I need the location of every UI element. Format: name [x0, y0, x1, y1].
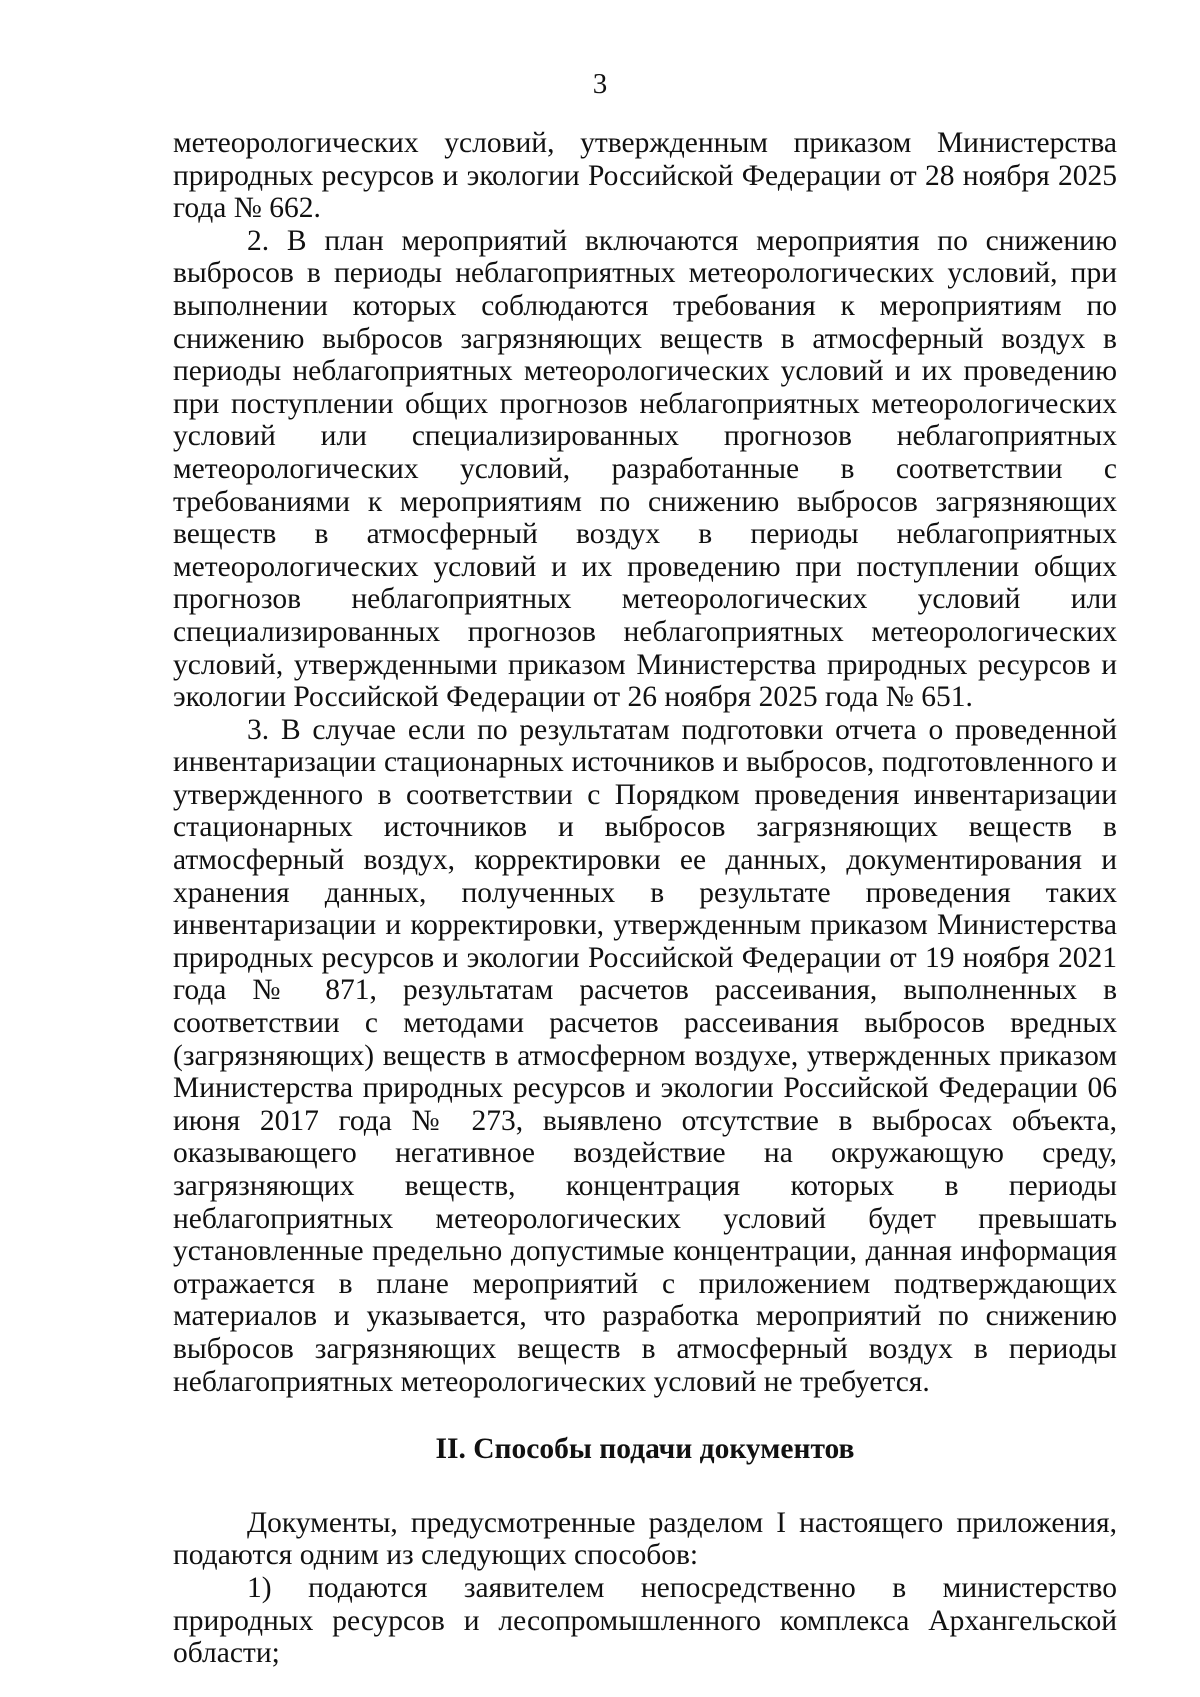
paragraph-continuation: метеорологических условий, утвержденным приказом Министерства природных ресурсов и экологии Российской Федерации от 28 ноября 2025 года № 662.	[173, 127, 1117, 225]
page-number: 3	[592, 68, 608, 100]
paragraph-item-2: 2. В план мероприятий включаются мероприятия по снижению выбросов в периоды неблагоприятных метеорологических условий, при выполнении которых соблюдаются требования к мероприятиям по снижению выбросов загрязняющих веществ в атмосферный воздух в периоды неблагоприятных метеорологических условий и их проведению при поступлении общих прогнозов неблагоприятных метеорологических условий или специализированных прогнозов неблагоприятных метеорологических условий, разработанные в соответствии с требованиями к мероприятиям по снижению выбросов загрязняющих веществ в атмосферный воздух в периоды неблагоприятных метеорологических условий и их проведению при поступлении общих прогнозов неблагоприятных метеорологических условий или специализированных прогнозов неблагоприятных метеорологических условий, утвержденными приказом Министерства природных ресурсов и экологии Российской Федерации от 26 ноября 2025 года № 651.	[173, 224, 1117, 714]
paragraph-submission-method-1: 1) подаются заявителем непосредственно в министерство природных ресурсов и лесопромышленного комплекса Архангельской области;	[173, 1571, 1117, 1670]
paragraph-item-3: 3. В случае если по результатам подготовки отчета о проведенной инвентаризации стационарных источников и выбросов, подготовленного и утвержденного в соответствии с Порядком проведения инвентаризации стационарных источников и выбросов загрязняющих веществ в атмосферный воздух, корректировки ее данных, документирования и хранения данных, полученных в результате проведения таких инвентаризации и корректировки, утвержденным приказом Министерства природных ресурсов и экологии Российской Федерации от 19 ноября 2021 года № 871, результатам расчетов рассеивания, выполненных в соответствии с методами расчетов рассеивания выбросов вредных (загрязняющих) веществ в атмосферном воздухе, утвержденных приказом Министерства природных ресурсов и экологии Российской Федерации 06 июня 2017 года № 273, выявлено отсутствие в выбросах объекта, оказывающего негативное воздействие на окружающую среду, загрязняющих веществ, концентрация которых в периоды неблагоприятных метеорологических условий будет превышать установленные предельно допустимые концентрации, данная информация отражается в плане мероприятий с приложением подтверждающих материалов и указывается, что разработка мероприятий по снижению выбросов загрязняющих веществ в атмосферный воздух в периоды неблагоприятных метеорологических условий не требуется.	[173, 713, 1117, 1398]
section-heading: II. Способы подачи документов	[435, 1433, 855, 1466]
paragraph-submission-intro: Документы, предусмотренные разделом I настоящего приложения, подаются одним из следующих способов:	[173, 1506, 1117, 1572]
document-body	[173, 127, 1117, 1670]
